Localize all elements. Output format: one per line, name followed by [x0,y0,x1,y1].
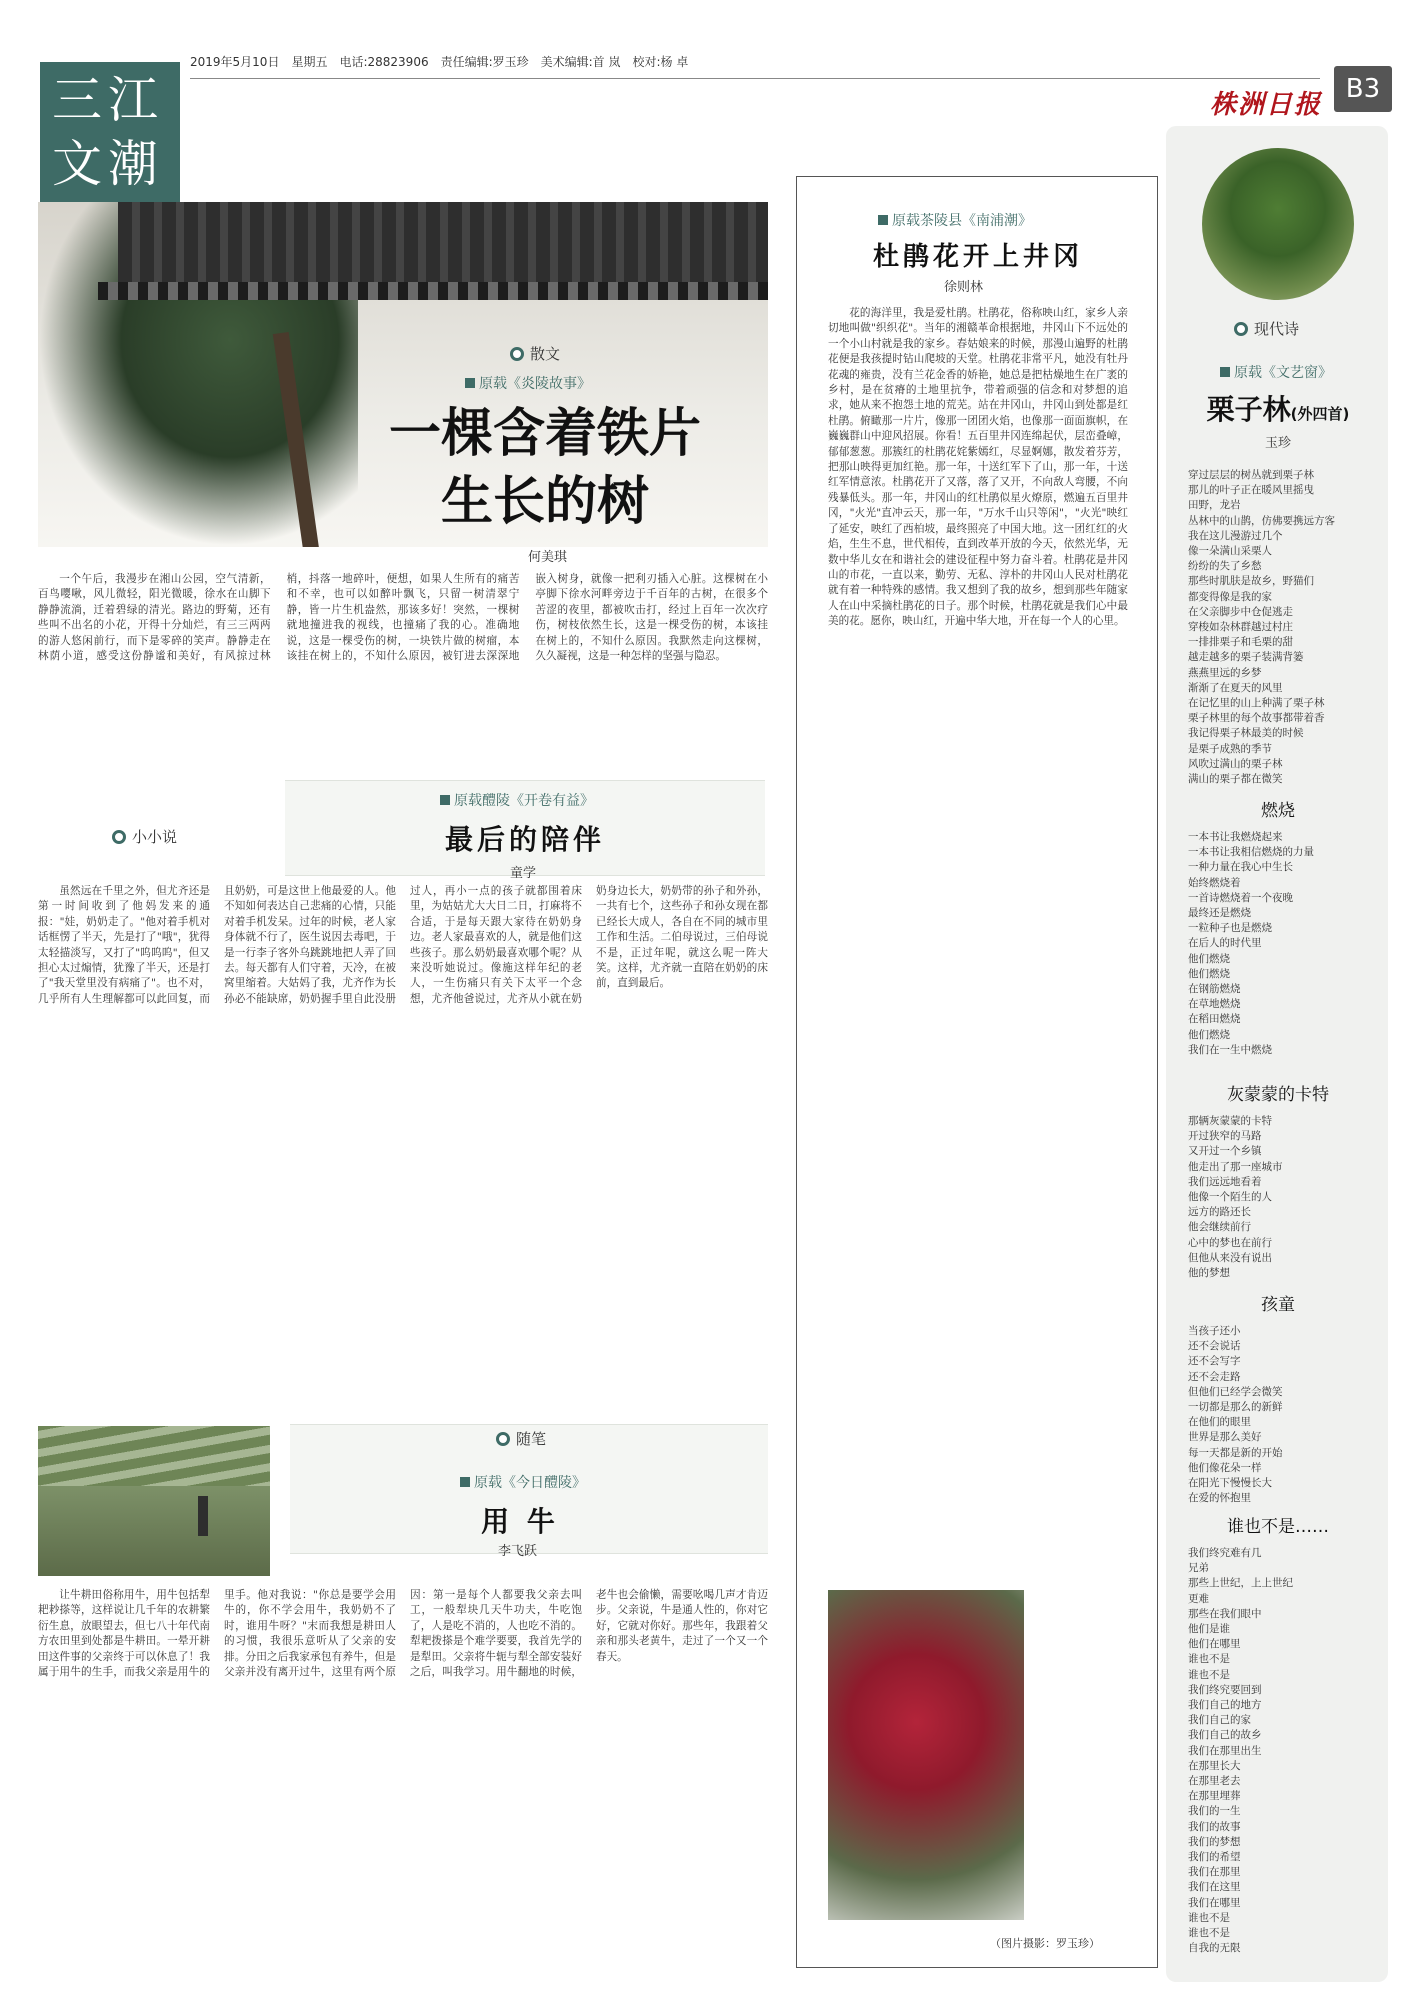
article1-source-label: 原载《炎陵故事》 [479,376,591,392]
article4-body [828,306,1128,1576]
square-icon [878,215,888,225]
circle-icon [510,347,524,361]
article2-body-text: 虽然远在千里之外，但尤齐还是第一时间收到了他妈发来的通报："娃，奶奶走了。"他对着手机对话框愣了半天，先是打了"哦"，犹得太轻描淡写，又打了"呜呜呜"，但又担心太过煽情，犹豫了半天，还是打了"我天堂里没有病痛了"。也不对，几乎所有人生理解都可以此回复，而且奶奶，可是这世上他最爱的人。他不知如何表达自己悲痛的心情，只能对着手机发呆。过年的时候，老人家身体就不行了，医生说因去毒吧，于是一行李子客外乌跳跳地把人弄了回去。每天都有人们守着，天冷，在被窝里缩着。大姑妈了我，尤齐作为长孙必不能缺席，奶奶握手里自此没册过人，再小一点的孩子就都围着床里，为姑姑尤大大日二日，打麻将不合适，于是每天跟大家待在奶奶身边。老人家最喜欢的人，就是他们这些孩子。那么奶奶最喜欢哪个呢？从来没听她说过。像施这样年纪的老人，一生伤痛只有关下太平一个念想，尤齐他爸说过，尤齐从小就在奶奶身边长大，奶奶带的孙子和外孙，一共有七个，这些孙子和孙女现在都已经长大成人，各自在不同的城市里工作和生活。二伯母说过，三伯母说不是，正过年呢，就这么呢一阵大笑。这样，尤齐就一直陪在奶奶的床前，直到最后。 [38,885,768,1005]
poem2-text: 一本书让我燃烧起来 一本书让我相信燃烧的力量 一种力量在我心中生长 始终燃烧着 一首诗燃烧着一个夜晚 最终还是燃烧 一粒种子也是燃烧 在后人的时代里 他们燃烧 他们燃烧 在钢筋燃烧 在草地燃烧 在稻田燃烧 他们燃烧 我们在一生中燃烧 [1188,831,1314,1056]
roof-tiles [118,202,768,282]
article1-tag [510,343,560,364]
article3-tag-label: 随笔 [516,1430,547,1448]
square-icon [1220,367,1230,377]
article3-tag [496,1428,546,1449]
article3-source-label: 原载《今日醴陵》 [474,1475,586,1491]
article2-title: 最后的陪伴 [444,823,605,856]
article1-tag-label: 散文 [530,345,561,363]
article4-source [878,210,1032,230]
article4-source-label: 原载茶陵县《南浦潮》 [892,213,1032,229]
article2-tag-label: 小小说 [132,828,178,846]
page-header [190,48,1320,74]
poems-source [1220,362,1332,382]
header-weekday: 星期五 [291,54,328,69]
section-badge: 三江文潮 [40,62,180,202]
orchard-photo [1202,148,1354,300]
poem4-text: 当孩子还小 还不会说话 还不会写字 还不会走路 但他们已经学会微笑 一切都是那么的新鲜 在他们的眼里 世界是那么美好 每一天都是新的开始 他们像花朵一样 在阳光下慢慢长大 在爱的怀抱里 [1188,1325,1283,1504]
article1-author: 何美琪 [528,550,568,565]
article4-title: 杜鹃花开上井冈 [872,242,1083,272]
article4-author: 徐则林 [944,280,984,295]
article3-body [38,1588,768,1976]
poems-tag [1234,318,1299,339]
poem4-title: 孩童 [1261,1295,1295,1315]
article2-author: 童学 [510,866,537,881]
article1-title [330,400,760,536]
article2-tag [112,826,177,847]
poem1-title-main: 栗子林 [1206,393,1291,426]
farming-photo [38,1426,270,1576]
circle-icon [496,1432,510,1446]
header-editor: 责任编辑:罗玉珍 [440,54,529,69]
photo-caption: （图片摄影：罗玉珍） [990,1937,1100,1950]
terrace-field [38,1426,270,1486]
poem5-title: 谁也不是…… [1227,1517,1329,1537]
page-code: B3 [1334,66,1392,112]
poem1-title-suffix: (外四首) [1290,405,1350,423]
azalea-photo [828,1590,1024,1920]
header-phone: 电话:28823906 [339,54,429,69]
poems-tag-label: 现代诗 [1254,320,1300,338]
article1-body-text: 一个午后，我漫步在湘山公园，空气清新，百鸟嘤啾，风儿微轻，阳光微暖，徐水在山脚下静静流淌，迁着碧绿的清光。路边的野菊，还有些叫不出名的小花，开得十分灿烂，有三三两两的游人悠闲前行，而下是零碎的笑声。静静走在林荫小道，感受这份静谧和美好，有风掠过林梢，抖落一地碎叶，便想，如果人生所有的痛苦和不幸，也可以如醉叶飘飞，只留一树清翠宁静，皆一片生机盎然，那该多好！突然，一棵树就地撞进我的视线，也撞痛了我的心。准确地说，这是一棵受伤的树，一块铁片做的树瘤，本该挂在树上的，不知什么原因，被钉进去深深地嵌入树身，就像一把利刃插入心脏。这棵树在小亭脚下徐水河畔旁边于千百年的古树，在很多个苦涩的夜里，都被吹击打，经过上百年一次次疗伤，树枝依然生长，这是一棵受伤的树，本该挂在树上的，不知什么原因。我默然走向这棵树，久久凝视，这是一种怎样的坚强与隐忍。 [38,573,768,663]
article3-title: 用 牛 [481,1505,559,1538]
square-icon [440,795,450,805]
square-icon [465,378,475,388]
article4-body-text: 花的海洋里，我是爱杜鹃。杜鹃花，俗称映山红，家乡人亲切地叫做"织织花"。当年的湘赣革命根据地，井冈山下不远处的一个小山村就是我的家乡。春姑娘来的时候，那漫山遍野的杜鹃花便是我孩提时钻山爬坡的天堂。杜鹃花非常平凡，她没有牡丹花魂的雍贵，没有兰花金香的娇艳，她总是把枯燥地生在广袤的乡村，是在贫瘠的土地里抗争，带着顽强的信念和对梦想的追求，她从来不抱怨土地的荒芜。站在井冈山，井冈山到处都是红杜鹃。俯瞰那一片片，像那一团团火焰，也像那一面面旗帜，在巍巍群山中迎风招展。你看！五百里井冈连绵起伏，层峦叠嶂，郁郁葱葱。那簇红的杜鹃花姹紫嫣红，尽显婀娜，散发着芬芳，把那山映得更加红艳。那一年，十送红军下了山，那一年，十送红军情意浓。杜鹃花开了又落，落了又开，不向敌人弯腰，不向残暴低头。那一年，井冈山的红杜鹃似星火燎原，燃遍五百里井冈，"火光"直冲云天，那一年，"万水千山只等闲"，"火光"映红了延安，映红了西柏坡，最终照亮了中国大地。这一团红红的火焰，生生不息，世代相传，直到改革开放的今天，依然光华，无数中华儿女在和谐社会的建设征程中努力奋斗着。杜鹃花是井冈山的市花，一直以来，勤劳、无私、淳朴的井冈山人民对杜鹃花就有着一种特殊的感情。我又想到了我的故乡，想到那些年随家人在山中采摘杜鹃花的日子。那个时候，杜鹃花就是我们心中最美的花。愿你，映山红，开遍中华大地，开在每一个人的心里。 [828,307,1128,628]
article1-source [465,373,591,393]
poem5-text: 我们终究难有几 兄弟 那些上世纪，上上世纪 更难 那些在我们眼中 他们是谁 他们在哪里 谁也不是 谁也不是 我们终究要回到 我们自己的地方 我们自己的家 我们自己的故乡 我们在那里出生 在那里长大 在那里老去 在那里埋葬 我们的一生 我们的故事 我们的梦想 我们的希望 我们在那里 我们在这里 我们在哪里 谁也不是 谁也不是 自我的无限 [1188,1547,1293,1955]
article1-title-line1: 一棵含着铁片 [388,404,701,464]
roof-edge [98,282,768,300]
article3-body-text: 让牛耕田俗称用牛，用牛包括犁耙耖搽等，这样说让几千年的农耕繁衍生息，放眼望去，但七八十年代南方农田里到处都是牛耕田。一晕开耕田这件事的父亲终于可以休息了！我属于用牛的生手，而我父亲是用牛的里手。他对我说："你总是要学会用牛的，你不学会用牛，我奶奶不了时，谁用牛呀？"末而我想是耕田人的习惯，我很乐意听从了父亲的安排。分田之后我家承包有养牛，但是父亲并没有离开过牛，这里有两个原因：第一是每个人都要我父亲去叫工，一般犁块几天牛功夫，牛吃饱了，人是吃不消的，人也吃不消的。犁耙拨搽是个难学要要，我首先学的是犁田。父亲将牛轭与犁全部安装好之后，叫我学习。用牛翻地的时候，老牛也会偷懒，需要吆喝几声才肯迈步。父亲说，牛是通人性的，你对它好，它就对你好。那些年，我跟着父亲和那头老黄牛，走过了一个又一个春天。 [38,1589,768,1679]
article2-body [38,884,768,1378]
article2-source-label: 原载醴陵《开卷有益》 [454,793,594,809]
poem2-title: 燃烧 [1261,801,1295,821]
article3-source [460,1472,586,1492]
poem3-text: 那辆灰蒙蒙的卡特 开过狭窄的马路 又开过一个乡镇 他走出了那一座城市 我们远远地看着 他像一个陌生的人 远方的路还长 他会继续前行 心中的梦也在前行 但他从来没有说出 他的梦想 [1188,1115,1283,1280]
header-art-editor: 美术编辑:首 岚 [540,54,621,69]
article3-author: 李飞跃 [498,1544,538,1559]
poem1-title [1178,388,1378,428]
circle-icon [1234,322,1248,336]
poem1-text: 穿过层层的树丛就到栗子林 那儿的叶子正在暖风里摇曳 田野，龙岩 丛林中的山鹊，仿佛要携远方客 我在这儿漫游过几个 像一朵满山采栗人 纷纷的失了乡愁 那些时肌肤是故乡，野猫们 都变得像是我的家 在父亲脚步中仓促逃走 穿梭如杂林群越过村庄 一排排栗子和毛栗的甜 越走越多的栗子装满背篓 燕燕里远的乡梦 渐渐了在夏天的风里 在记忆里的山上种满了栗子林 栗子林里的每个故事都带着香 我记得栗子林最美的时候 是栗子成熟的季节 风吹过满山的栗子林 满山的栗子都在微笑 [1188,469,1335,786]
article2-source [440,790,594,810]
paper-logo: 株洲日报 [1210,90,1323,120]
square-icon [460,1477,470,1487]
poems-author: 玉珍 [1265,436,1292,451]
article1-title-line2: 生长的树 [440,472,649,532]
farmer-figure [198,1496,208,1536]
header-date: 2019年5月10日 [190,54,280,69]
header-proofreader: 校对:杨 卓 [632,54,689,69]
article1-body [38,572,768,750]
poems-source-label: 原载《文艺窗》 [1234,365,1332,381]
header-divider [190,78,1320,79]
circle-icon [112,830,126,844]
poem3-title: 灰蒙蒙的卡特 [1227,1085,1329,1105]
